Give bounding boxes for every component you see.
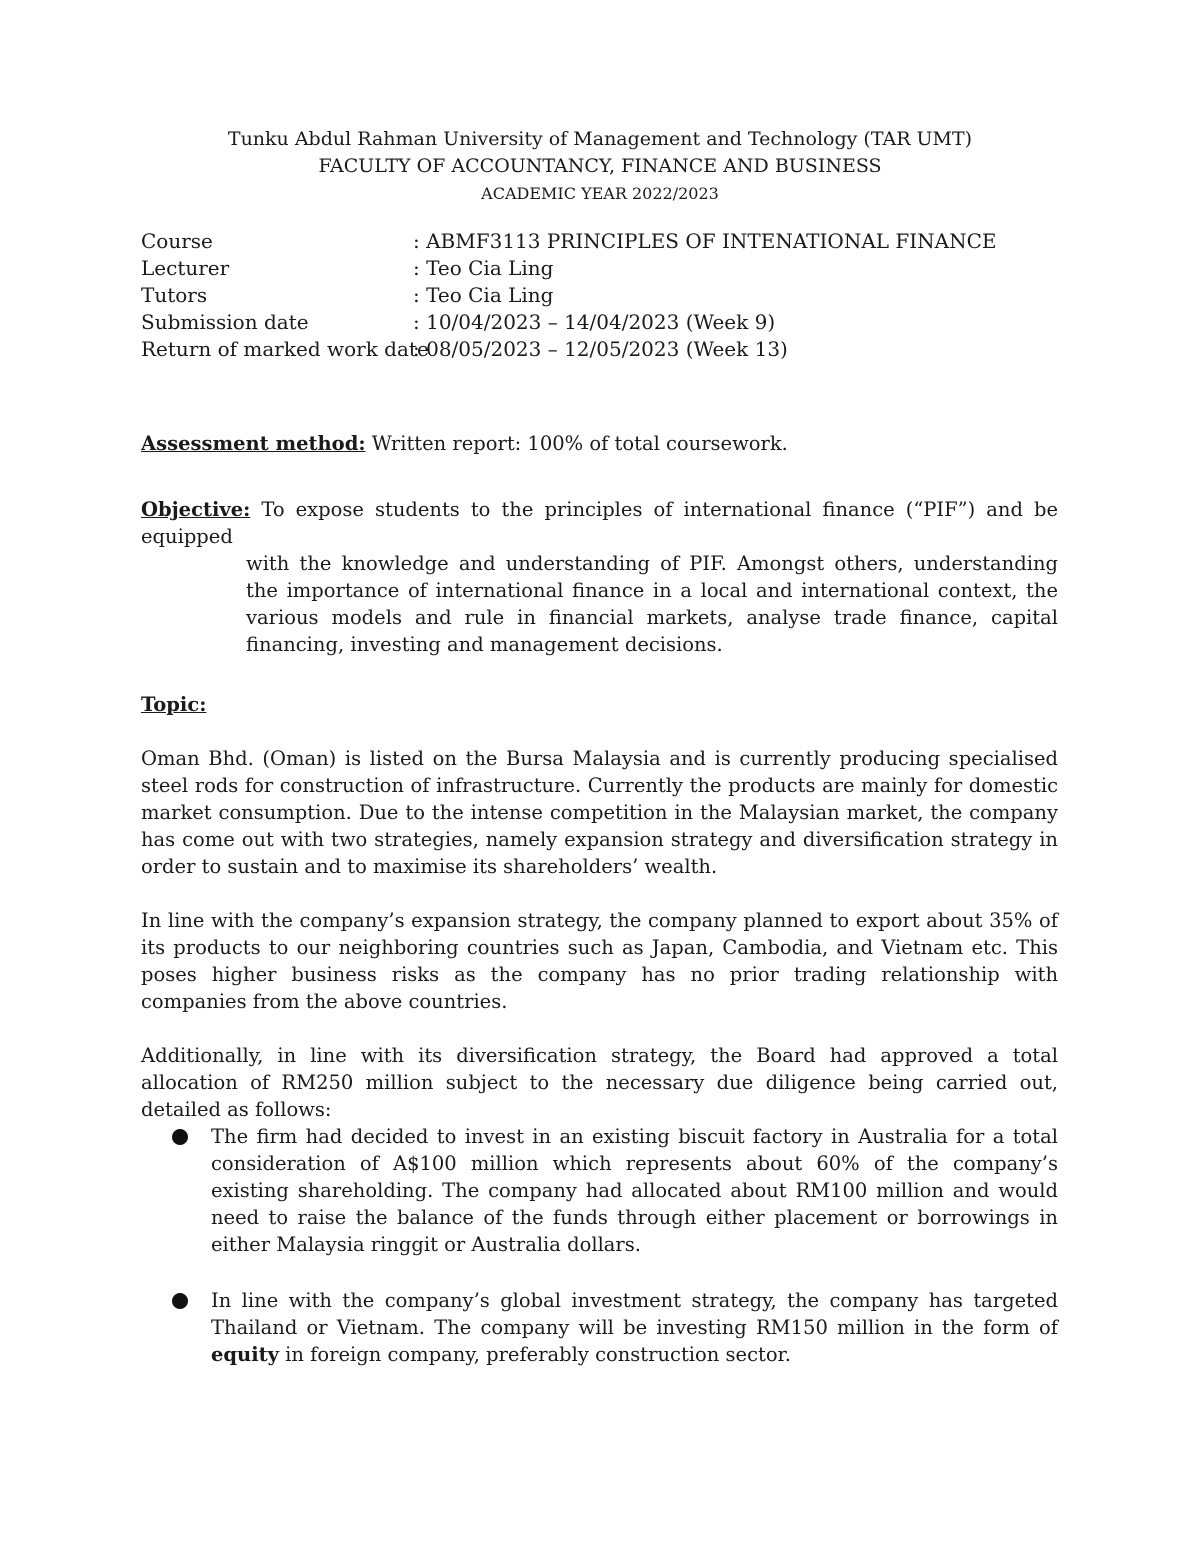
return-date-value: : 08/05/2023 – 12/05/2023 (Week 13) [413, 337, 788, 361]
topic-paragraph-3: Additionally, in line with its diversification strategy, the Board had approved a total allocation of RM250 million subject to the necessary due diligence being carried out, detailed as follows: [141, 1044, 1058, 1121]
tutors-label: Tutors [141, 283, 208, 307]
assessment-heading: Assessment method: [141, 432, 366, 455]
topic-heading-block [141, 691, 1058, 718]
document-header [0, 126, 1200, 207]
assessment-text: Written report: 100% of total coursework. [365, 432, 788, 455]
lecturer-row [141, 255, 997, 282]
bullet-icon [172, 1293, 188, 1309]
objective-first-line: To expose students to the principles of international finance (“PIF”) and be equipped [141, 498, 1058, 548]
topic-paragraph-2: In line with the company’s expansion strategy, the company planned to export about 35% of its products to our neighboring countries such as Japan, Cambodia, and Vietnam etc. This poses higher business risks as the company has no prior trading relationship with companies from the above countries. [141, 909, 1058, 1013]
lecturer-label: Lecturer [141, 256, 230, 280]
course-details [141, 228, 997, 363]
tutors-row [141, 282, 997, 309]
faculty-name: FACULTY OF ACCOUNTANCY, FINANCE AND BUSINESS [318, 155, 882, 177]
bullet2-bold-word: equity [211, 1343, 279, 1366]
submission-date-label: Submission date [141, 310, 309, 334]
university-name: Tunku Abdul Rahman University of Management and Technology (TAR UMT) [227, 128, 973, 150]
objective-section [141, 496, 1058, 658]
topic-paragraph-1: Oman Bhd. (Oman) is listed on the Bursa Malaysia and is currently producing specialised steel rods for construction of infrastructure. Currently the products are mainly for domestic market consumption. Due to the intense competition in the Malaysian market, the company has come out with two strategies, namely expansion strategy and diversification strategy in order to sustain and to maximise its shareholders’ wealth. [141, 747, 1058, 878]
bullet-item-equity [172, 1287, 1058, 1368]
bullet-icon [172, 1129, 188, 1145]
objective-heading: Objective: [141, 498, 251, 521]
bullet-text-australia: The firm had decided to invest in an existing biscuit factory in Australia for a total consideration of A$100 million which represents about 60% of the company’s existing shareholding. The company had allocated about RM100 million and would need to raise the balance of the funds through either placement or borrowings in either Malaysia ringgit or Australia dollars. [211, 1125, 1058, 1256]
topic-heading: Topic: [141, 693, 207, 716]
return-date-label: Return of marked work date [141, 337, 429, 361]
course-label: Course [141, 229, 213, 253]
objective-body: with the knowledge and understanding of PIF. Amongst others, understanding the importance of international finance in a local and international context, the various models and rule in financial markets, analyse trade finance, capital financing, investing and management decisions. [246, 552, 1058, 656]
bullet2-text-before: In line with the company’s global investment strategy, the company has targeted Thailand or Vietnam. The company will be investing RM150 million in the form of [211, 1289, 1058, 1339]
bullet2-text-after: in foreign company, preferably construction sector. [278, 1343, 791, 1366]
submission-date-row [141, 309, 997, 336]
assessment-method [141, 430, 1058, 457]
course-value: : ABMF3113 PRINCIPLES OF INTENATIONAL FINANCE [413, 229, 997, 253]
bullet-item-australia [172, 1123, 1058, 1258]
academic-year: ACADEMIC YEAR 2022/2023 [481, 184, 719, 203]
bullet-text-equity [211, 1287, 1058, 1368]
submission-date-value: : 10/04/2023 – 14/04/2023 (Week 9) [413, 310, 776, 334]
lecturer-value: : Teo Cia Ling [413, 256, 554, 280]
tutors-value: : Teo Cia Ling [413, 283, 554, 307]
course-row [141, 228, 997, 255]
return-date-row [141, 336, 997, 363]
